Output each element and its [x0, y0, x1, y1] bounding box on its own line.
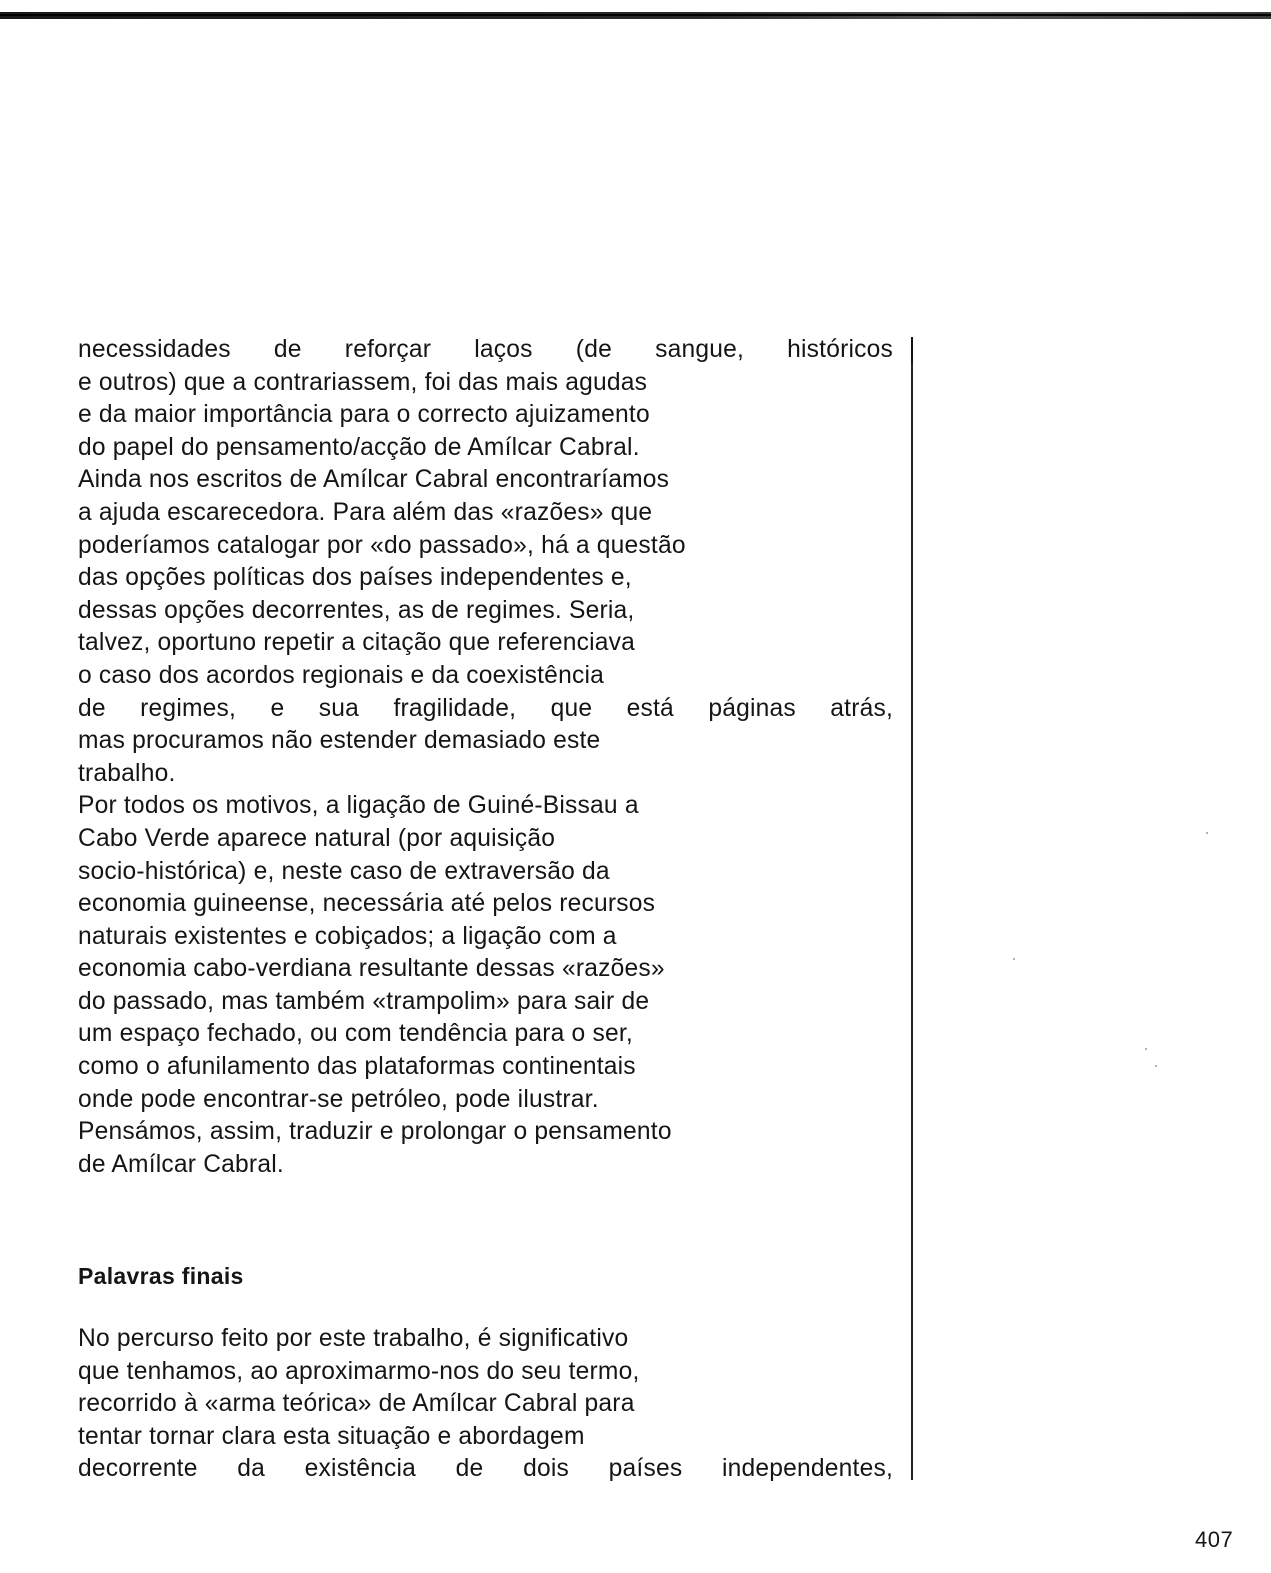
- scan-speck: [1155, 1065, 1157, 1067]
- body-line: Cabo Verde aparece natural (por aquisição: [78, 824, 556, 852]
- margin-rule-top: [911, 337, 913, 363]
- closing-line: recorrido à «arma teórica» de Amílcar Cabral para: [78, 1390, 635, 1418]
- section-heading: Palavras finais: [78, 1263, 244, 1289]
- closing-line: decorrente da existência de dois países independentes,: [78, 1455, 893, 1483]
- scan-speck: [1145, 1048, 1147, 1050]
- scan-speck: [1206, 832, 1208, 834]
- margin-rule: [911, 337, 913, 1480]
- body-line: a ajuda escarecedora. Para além das «razões» que: [78, 498, 653, 526]
- body-line: de regimes, e sua fragilidade, que está páginas atrás,: [78, 694, 893, 722]
- body-line: trabalho.: [78, 759, 176, 787]
- body-line: socio-histórica) e, neste caso de extraversão da: [78, 857, 610, 885]
- closing-line: que tenhamos, ao aproximarmo-nos do seu termo,: [78, 1357, 640, 1385]
- body-line: economia cabo-verdiana resultante dessas «razões»: [78, 955, 665, 983]
- body-text-column: [78, 334, 908, 1181]
- body-line: Por todos os motivos, a ligação de Guiné-Bissau a: [78, 792, 639, 820]
- body-line: Ainda nos escritos de Amílcar Cabral encontraríamos: [78, 466, 670, 494]
- body-line: de Amílcar Cabral.: [78, 1150, 284, 1178]
- body-line: talvez, oportuno repetir a citação que referenciava: [78, 629, 636, 657]
- closing-line: No percurso feito por este trabalho, é significativo: [78, 1325, 629, 1352]
- body-line: e da maior importância para o correcto ajuizamento: [78, 401, 650, 429]
- closing-line: tentar tornar clara esta situação e abordagem: [78, 1422, 585, 1450]
- body-line: economia guineense, necessária até pelos recursos: [78, 890, 656, 918]
- page-number: 407: [1195, 1527, 1234, 1552]
- body-line: como o afunilamento das plataformas continentais: [78, 1053, 636, 1081]
- body-line: e outros) que a contrariassem, foi das mais agudas: [78, 368, 648, 396]
- body-line: dessas opções decorrentes, as de regimes. Seria,: [78, 596, 635, 624]
- body-line: necessidades de reforçar laços (de sangue, históricos: [78, 336, 893, 363]
- scan-top-rule: [0, 12, 1271, 19]
- body-line: um espaço fechado, ou com tendência para o ser,: [78, 1020, 633, 1048]
- body-line: do passado, mas também «trampolim» para sair de: [78, 987, 650, 1015]
- scan-speck: [1013, 958, 1015, 960]
- body-line: das opções políticas dos países independentes e,: [78, 564, 632, 592]
- body-line: poderíamos catalogar por «do passado», há a questão: [78, 531, 686, 559]
- body-line: o caso dos acordos regionais e da coexistência: [78, 661, 604, 689]
- closing-text-column: [78, 1323, 908, 1486]
- body-line: do papel do pensamento/acção de Amílcar Cabral.: [78, 433, 640, 461]
- body-line: Pensámos, assim, traduzir e prolongar o pensamento: [78, 1118, 672, 1146]
- body-line: mas procuramos não estender demasiado este: [78, 727, 601, 755]
- body-line: onde pode encontrar-se petróleo, pode ilustrar.: [78, 1085, 599, 1113]
- body-line: naturais existentes e cobiçados; a ligação com a: [78, 922, 617, 950]
